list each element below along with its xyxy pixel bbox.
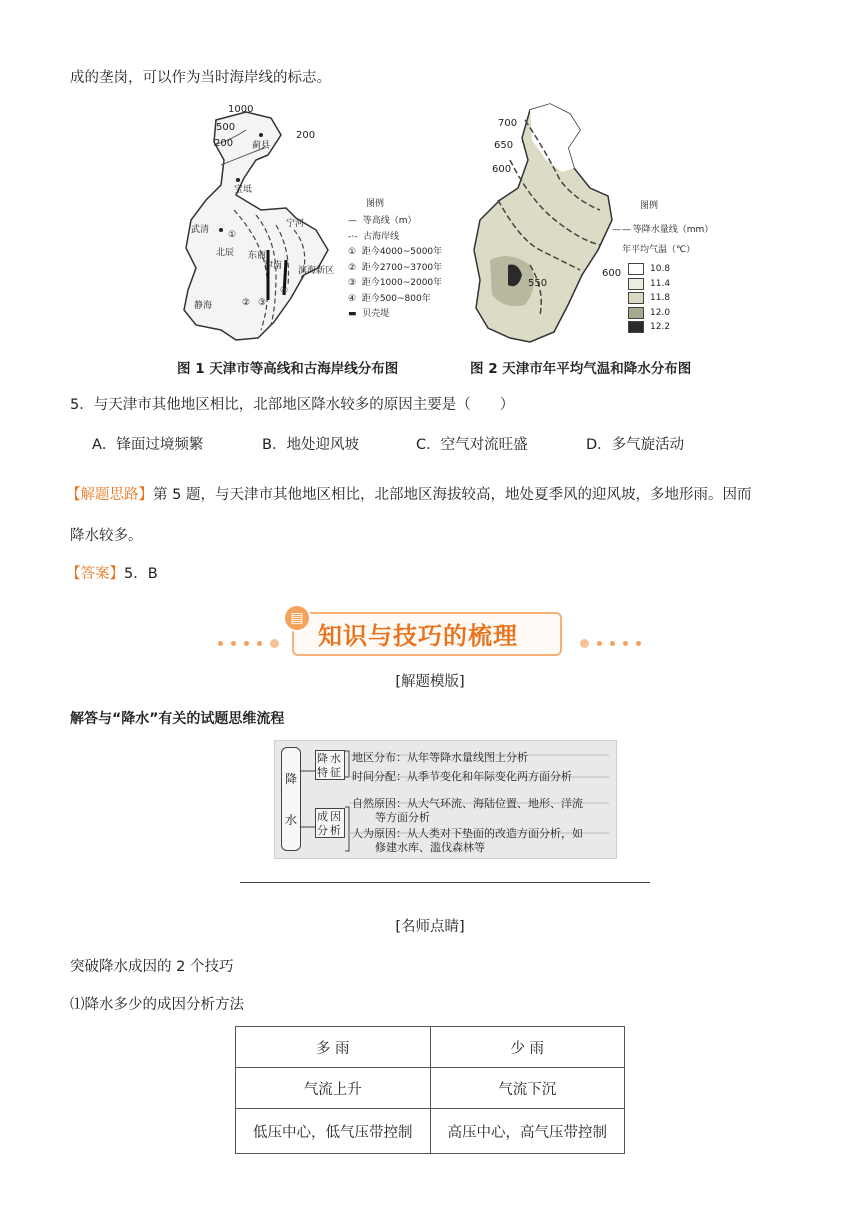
- coast-marker: ④: [280, 286, 289, 296]
- flow-node-causes: 成因分析: [317, 810, 343, 837]
- temp-legend: [628, 262, 670, 335]
- flow-root-char: 降: [284, 772, 297, 786]
- coast-marker: ③: [258, 298, 267, 308]
- place-label: 滨海新区: [298, 266, 335, 276]
- legend-item: [348, 276, 442, 292]
- option-b[interactable]: B．地处迎风坡: [262, 437, 359, 453]
- coast-marker: ①: [228, 230, 237, 240]
- flow-line: 修建水库、滥伐森林等: [375, 841, 485, 854]
- answer-text: 5．B: [124, 566, 158, 582]
- banner-dots-right: [580, 639, 641, 648]
- temp-value: 10.8: [650, 264, 671, 274]
- flow-node-features: 降水特征: [317, 752, 343, 779]
- legend-text: 等高线（m）: [362, 216, 417, 226]
- temp-legend-item: [628, 306, 670, 321]
- rain-cause-table: [235, 1026, 625, 1154]
- legend-symbol: ②: [348, 262, 357, 273]
- place-label: 北辰: [216, 248, 235, 258]
- legend-item: [348, 307, 442, 323]
- temp-swatch: [628, 307, 644, 319]
- legend-item: [348, 292, 442, 308]
- flow-line: 自然原因：从大气环流、海陆位置、地形、洋流: [352, 797, 583, 810]
- divider-line: [240, 882, 650, 883]
- legend-item: [348, 261, 442, 277]
- temp-legend-item: [628, 277, 670, 292]
- figure2-isohyet-legend: [612, 222, 713, 235]
- table-cell: 气流上升: [236, 1068, 431, 1109]
- isohyet-label: 600: [602, 268, 622, 279]
- legend-text: 贝壳堤: [362, 309, 390, 319]
- tips-heading: [名师点睛]: [395, 919, 465, 935]
- temp-legend-label: 年平均气温（℃）: [622, 245, 696, 255]
- isohyet-label: 550: [528, 278, 548, 289]
- place-label: 静海: [194, 301, 213, 311]
- flow-chart: [274, 740, 617, 859]
- temp-legend-item: [628, 262, 670, 277]
- isohyet-label: 600: [492, 164, 512, 175]
- option-d[interactable]: D．多气旋活动: [586, 437, 685, 453]
- temp-value: 12.2: [650, 322, 671, 332]
- contour-label: 500: [216, 122, 236, 133]
- tips-title: 突破降水成因的 2 个技巧: [70, 959, 234, 975]
- flow-title: 解答与“降水”有关的试题思维流程: [70, 711, 285, 727]
- temp-value: 12.0: [650, 307, 671, 318]
- legend-item: [348, 230, 442, 246]
- place-label: 宝坻: [234, 185, 253, 195]
- temp-legend-item: [628, 291, 670, 306]
- legend-text: 距今2700~3700年: [361, 262, 443, 273]
- legend-item: [348, 214, 442, 230]
- analysis-line-1: [66, 483, 751, 504]
- temp-swatch: [628, 263, 644, 275]
- legend-text: 距今4000~5000年: [361, 247, 443, 257]
- template-heading: [解题模版]: [395, 674, 465, 690]
- banner-dots-left: [218, 639, 279, 648]
- table-header: 少 雨: [430, 1027, 625, 1068]
- table-cell: 高压中心，高气压带控制: [430, 1109, 625, 1154]
- answer-label: 【答案】: [66, 566, 124, 582]
- isohyet-label: 650: [494, 140, 514, 151]
- isohyet-label: 700: [498, 118, 518, 129]
- table-header-row: [236, 1027, 625, 1068]
- flow-line: 地区分布：从年等降水量线图上分析: [352, 751, 528, 764]
- figure2-caption: 图 2 天津市年平均气温和降水分布图: [470, 361, 692, 377]
- figure1-legend: [348, 214, 442, 323]
- place-label: 东丽: [248, 251, 267, 261]
- isohyet-legend-text: 等降水量线（mm）: [632, 225, 714, 235]
- place-label: 宁河: [286, 219, 305, 229]
- contour-label: 200: [296, 130, 316, 141]
- place-label: 津南: [264, 261, 283, 271]
- flow-line: 时间分配：从季节变化和年际变化两方面分析: [352, 770, 572, 783]
- figure1-caption: 图 1 天津市等高线和古海岸线分布图: [177, 361, 399, 377]
- temp-legend-item: [628, 320, 670, 335]
- flow-root-char: 水: [284, 813, 297, 827]
- option-a[interactable]: A．锋面过境频繁: [92, 437, 204, 453]
- legend-text: 古海岸线: [363, 231, 400, 242]
- banner-title: 知识与技巧的梳理: [318, 622, 518, 650]
- temp-swatch: [628, 292, 644, 304]
- coast-marker: ②: [242, 298, 251, 308]
- document-icon: ▤: [283, 604, 311, 632]
- place-label: 武清: [191, 225, 210, 235]
- option-c[interactable]: C．空气对流旺盛: [416, 437, 528, 453]
- question-text: 5．与天津市其他地区相比，北部地区降水较多的原因主要是（ ）: [70, 397, 515, 413]
- legend-symbol: ④: [348, 293, 357, 304]
- flow-line: 等方面分析: [375, 811, 430, 824]
- legend-text: 距今1000~2000年: [361, 278, 443, 288]
- place-label: 蓟县: [252, 141, 271, 151]
- legend-item: [348, 245, 442, 261]
- legend-symbol: ▬: [348, 309, 357, 319]
- answer-line: [66, 562, 158, 583]
- table-header: 多 雨: [236, 1027, 431, 1068]
- legend-title: 图例: [366, 199, 385, 209]
- temp-swatch: [628, 321, 644, 333]
- figure2-legend-title: 图例: [640, 201, 659, 211]
- legend-symbol: —: [348, 216, 357, 226]
- intro-line: 成的垄岗，可以作为当时海岸线的标志。: [70, 70, 331, 86]
- analysis-line-2: 降水较多。: [70, 528, 143, 544]
- table-cell: 气流下沉: [430, 1068, 625, 1109]
- analysis-label: 【解题思路】: [66, 487, 153, 503]
- legend-symbol: ③: [348, 278, 357, 288]
- legend-symbol: ①: [348, 247, 357, 257]
- table-row: [236, 1068, 625, 1109]
- legend-text: 距今500~800年: [361, 293, 431, 304]
- contour-label: 1000: [228, 104, 254, 115]
- contour-label: 200: [214, 138, 234, 149]
- temp-value: 11.8: [650, 293, 671, 303]
- legend-symbol: -·-: [348, 231, 358, 242]
- table-row: [236, 1109, 625, 1154]
- figure1-map: [176, 100, 456, 350]
- tip-1: ⑴降水多少的成因分析方法: [70, 997, 244, 1013]
- temp-value: 11.4: [650, 278, 671, 289]
- table-cell: 低压中心，低气压带控制: [236, 1109, 431, 1154]
- analysis-text: 第 5 题，与天津市其他地区相比，北部地区海拔较高，地处夏季风的迎风坡，多地形雨。因而: [153, 487, 752, 503]
- isohyet-dash-icon: — —: [612, 225, 630, 235]
- temp-swatch: [628, 278, 644, 290]
- flow-line: 人为原因：从人类对下垫面的改造方面分析，如: [352, 827, 583, 840]
